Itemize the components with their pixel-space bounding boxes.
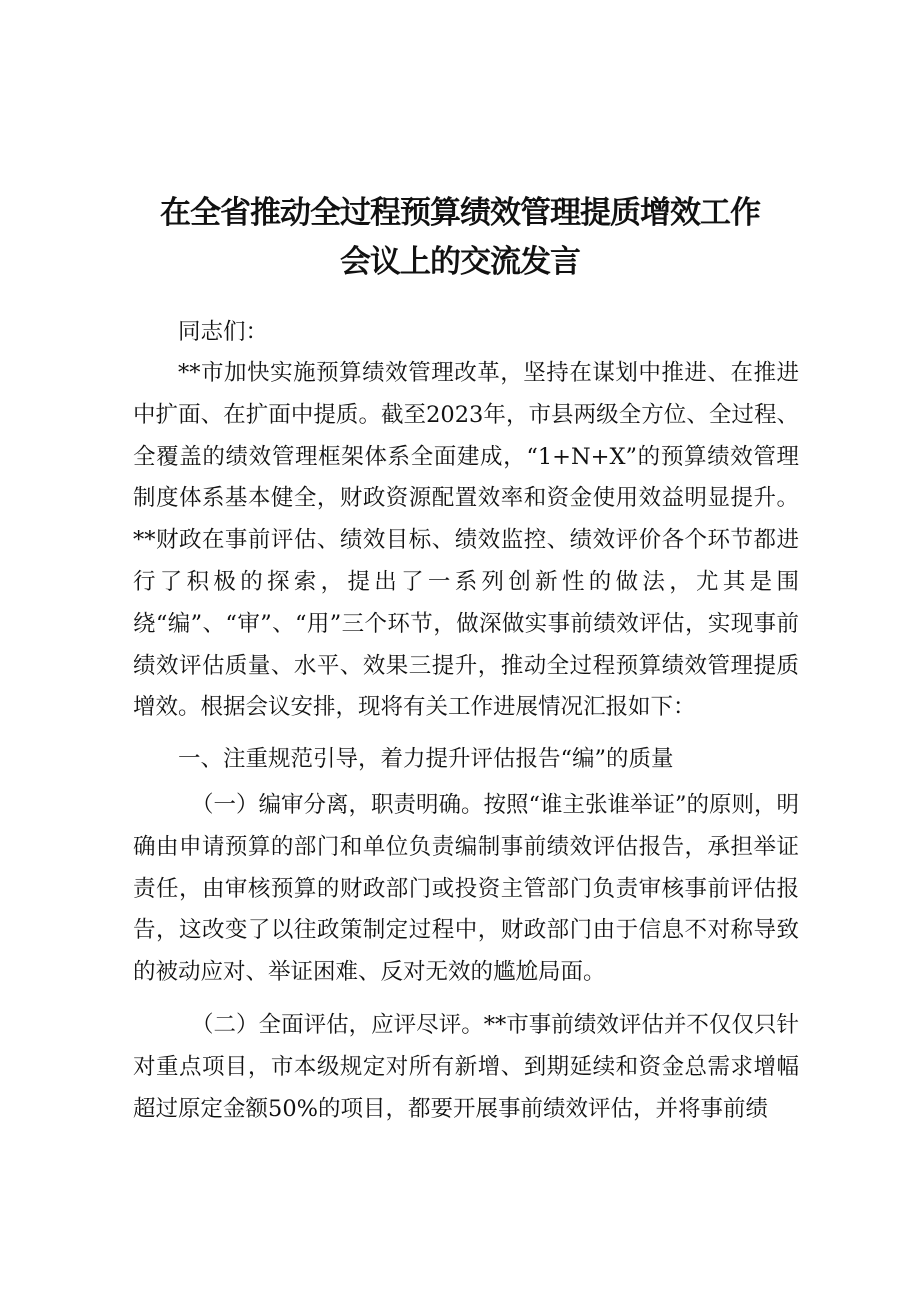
salutation: 同志们： (178, 319, 269, 345)
intro-paragraph: **市加快实施预算绩效管理改革，坚持在谋划中推进、在推进中扩面、在扩面中提质。截至2023年，市县两级全方位、全过程、全覆盖的绩效管理框架体系全面建成，“1+N+X”的预算绩效管理制度体系基本健全，财政资源配置效率和资金使用效益明显提升。**财政在事前评估、绩效目标、绩效监控、绩效评价各个环节都进行了积极的探索，提出了一系列创新性的做法，尤其是围绕“编”、“审”、“用”三个环节，做深做实事前绩效评估，实现事前绩效评估质量、水平、效果三提升，推动全过程预算绩效管理提质增效。根据会议安排，现将有关工作进展情况汇报如下： (133, 360, 799, 721)
section-heading-1: 一、注重规范引导，着力提升评估报告“编”的质量 (178, 746, 674, 772)
section-1-2-paragraph: （二）全面评估，应评尽评。**市事前绩效评估并不仅仅只针对重点项目，市本级规定对所有新增、到期延续和资金总需求增幅超过原定金额50%的项目，都要开展事前绩效评估，并将事前绩 (133, 1012, 799, 1122)
document-title-line-2: 会议上的交流发言 (340, 244, 580, 280)
document-title-line-1: 在全省推动全过程预算绩效管理提质增效工作 (160, 195, 760, 231)
section-1-1-paragraph: （一）编审分离，职责明确。按照“谁主张谁举证”的原则，明确由申请预算的部门和单位负责编制事前绩效评估报告，承担举证责任，由审核预算的财政部门或投资主管部门负责审核事前评估报告，这改变了以往政策制定过程中，财政部门由于信息不对称导致的被动应对、举证困难、反对无效的尴尬局面。 (133, 792, 800, 986)
